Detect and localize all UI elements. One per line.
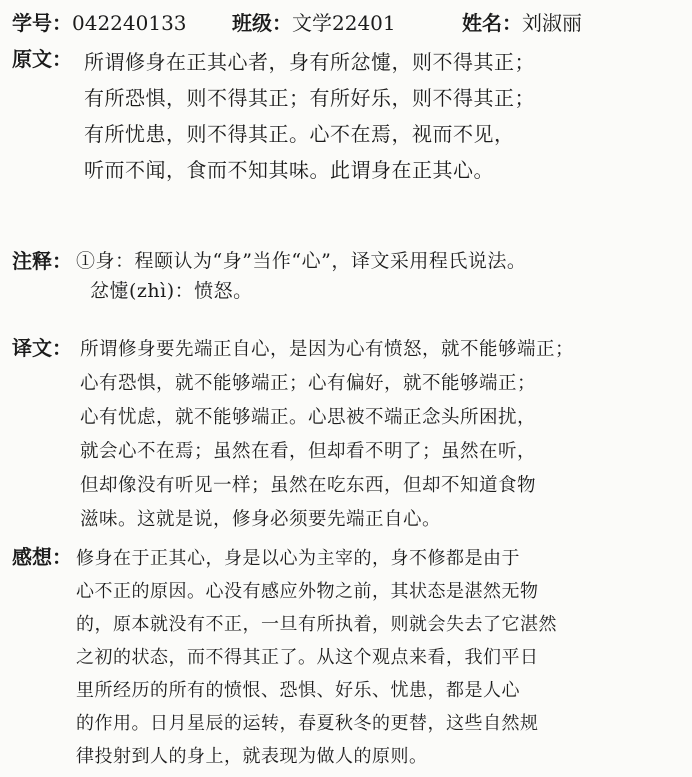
translation-line: 滋味。这就是说，修身必须要先端正自心。 xyxy=(80,509,442,530)
student-id-label: 学号： xyxy=(12,11,72,35)
original-line: 有所忧患，则不得其正。心不在焉，视而不见， xyxy=(84,122,515,146)
name-value: 刘淑丽 xyxy=(522,11,582,35)
note-line: 忿懥(zhì)：愤怒。 xyxy=(90,280,253,302)
translation-body xyxy=(80,333,680,537)
original-line: 有所恐惧，则不得其正；有所好乐，则不得其正； xyxy=(84,86,535,110)
translation-line: 但却像没有听见一样；虽然在吃东西，但却不知道食物 xyxy=(80,475,537,496)
reflection-label: 感想： xyxy=(12,545,72,569)
original-text-section xyxy=(12,44,682,204)
original-text-body xyxy=(84,44,684,188)
original-line: 所谓修身在正其心者，身有所忿懥，则不得其正； xyxy=(84,50,535,74)
translation-line: 心有忧虑，就不能够端正。心思被不端正念头所困扰， xyxy=(80,407,537,428)
name-block xyxy=(462,8,582,38)
original-line: 听而不闻，食而不知其味。此谓身在正其心。 xyxy=(84,158,494,182)
translation-line: 就会心不在焉；虽然在看，但却看不明了；虽然在听， xyxy=(80,441,537,462)
reflection-line: 之初的状态，而不得其正了。从这个观点来看，我们平日 xyxy=(76,647,539,668)
class-block xyxy=(232,8,396,38)
reflection-line: 里所经历的所有的愤恨、恐惧、好乐、忧患，都是人心 xyxy=(76,680,520,701)
translation-label: 译文： xyxy=(12,336,72,360)
reflection-line: 律投射到人的身上，就表现为做人的原则。 xyxy=(76,746,428,767)
reflection-line: 的作用。日月星辰的运转，春夏秋冬的更替，这些自然规 xyxy=(76,713,539,734)
reflection-body xyxy=(76,542,676,773)
reflection-section xyxy=(12,542,682,772)
note-line: ①身：程颐认为“身”当作“心”，译文采用程氏说法。 xyxy=(76,250,527,272)
notes-section xyxy=(12,246,682,316)
notes-label: 注释： xyxy=(12,249,72,273)
student-id-block xyxy=(12,8,187,38)
reflection-line: 的，原本就没有不正，一旦有所执着，则就会失去了它湛然 xyxy=(76,614,557,635)
name-label: 姓名： xyxy=(462,11,522,35)
translation-line: 所谓修身要先端正自心，是因为心有愤怒，就不能够端正； xyxy=(80,339,575,360)
translation-section xyxy=(12,333,682,543)
class-label: 班级： xyxy=(232,11,292,35)
original-text-label: 原文： xyxy=(12,47,72,71)
notes-body xyxy=(76,246,676,306)
class-value: 文学22401 xyxy=(292,11,396,35)
header xyxy=(12,8,682,38)
translation-line: 心有恐惧，就不能够端正；心有偏好，就不能够端正； xyxy=(80,373,537,394)
reflection-line: 心不正的原因。心没有感应外物之前，其状态是湛然无物 xyxy=(76,581,539,602)
reflection-line: 修身在于正其心，身是以心为主宰的，身不修都是由于 xyxy=(76,548,520,569)
student-id-value: 042240133 xyxy=(72,11,187,35)
